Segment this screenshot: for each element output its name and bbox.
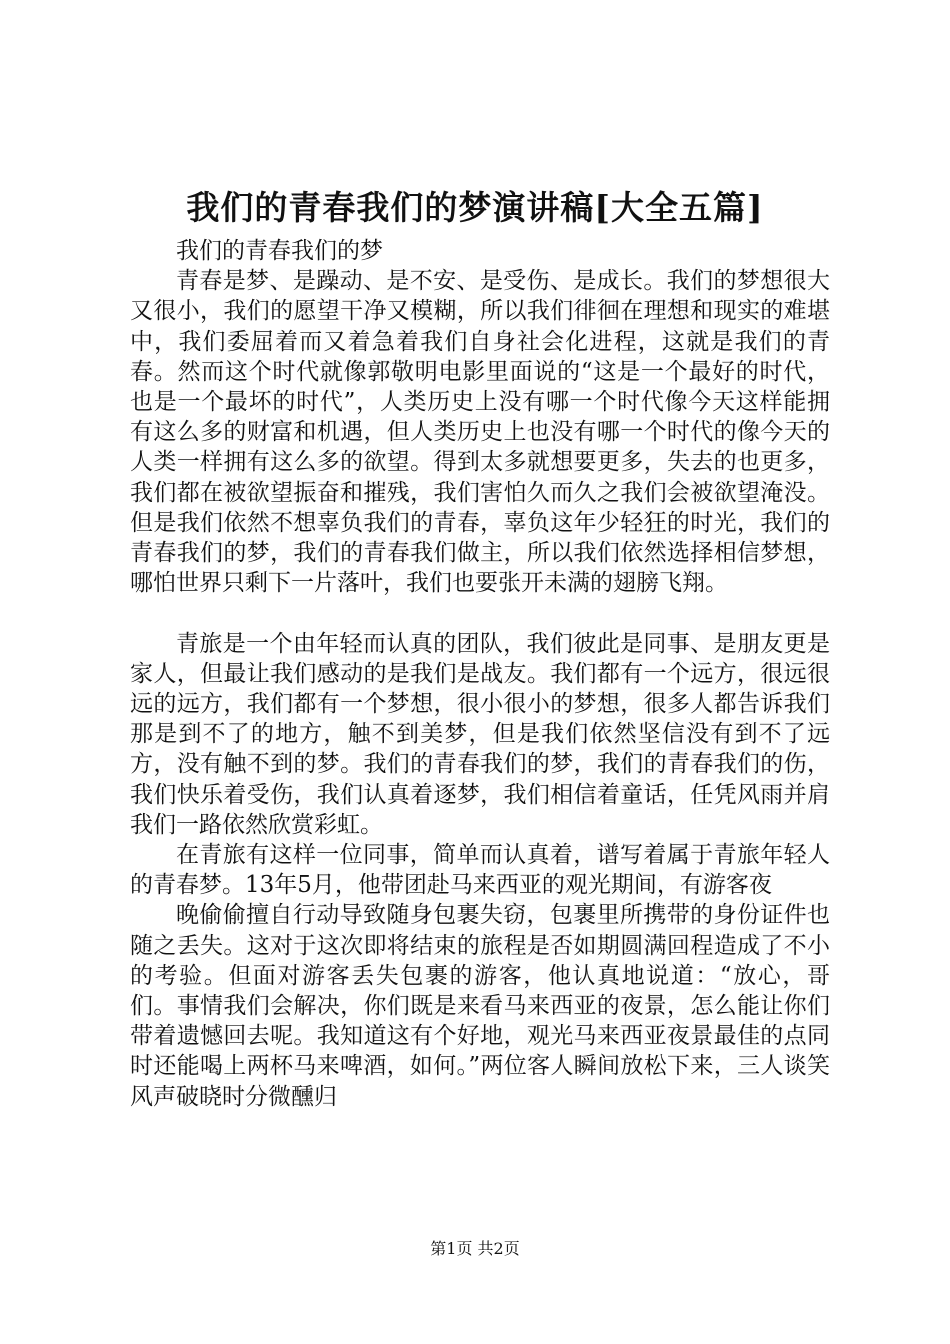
page-footer: 第1页 共2页 <box>430 1239 520 1258</box>
paragraph: 青旅是一个由年轻而认真的团队，我们彼此是同事、是朋友更是家人，但最让我们感动的是我们是战友。我们都有一个远方，很远很远的远方，我们都有一个梦想，很小很小的梦想，很多人都告诉我们那是到不了的地方，触不到美梦，但是我们依然坚信没有到不了远方，没有触不到的梦。我们的青春我们的梦，我们的青春我们的伤，我们快乐着受伤，我们认真着逐梦，我们相信着童话，任凭风雨并肩我们一路依然欣赏彩虹。 <box>130 630 830 838</box>
paragraph: 青春是梦、是躁动、是不安、是受伤、是成长。我们的梦想很大又很小，我们的愿望干净又模糊，所以我们徘徊在理想和现实的难堪中，我们委屈着而又着急着我们自身社会化进程，这就是我们的青春。然而这个时代就像郭敬明电影里面说的“这是一个最好的时代，也是一个最坏的时代”，人类历史上没有哪一个时代像今天这样能拥有这么多的财富和机遇，但人类历史上也没有哪一个时代的像今天的人类一样拥有这么多的欲望。得到太多就想要更多，失去的也更多，我们都在被欲望振奋和摧残，我们害怕久而久之我们会被欲望淹没。但是我们依然不想辜负我们的青春，辜负这年少轻狂的时光，我们的青春我们的梦，我们的青春我们做主，所以我们依然选择相信梦想，哪怕世界只剩下一片落叶，我们也要张开未满的翅膀飞翔。 <box>130 268 830 597</box>
paragraph: 在青旅有这样一位同事，简单而认真着，谱写着属于青旅年轻人的青春梦。13年5月，他带团赴马来西亚的观光期间，有游客夜 <box>130 842 830 899</box>
paragraph-spacer <box>130 598 830 628</box>
document-title: 我们的青春我们的梦演讲稿[大全五篇] <box>186 188 764 227</box>
document-subtitle: 我们的青春我们的梦 <box>176 238 383 264</box>
document-body <box>130 236 830 1112</box>
paragraph: 晚偷偷擅自行动导致随身包裹失窃，包裹里所携带的身份证件也随之丢失。这对于这次即将结束的旅程是否如期圆满回程造成了不小的考验。但面对游客丢失包裹的游客，他认真地说道：“放心，哥们。事情我们会解决，你们既是来看马来西亚的夜景，怎么能让你们带着遗憾回去呢。我知道这有个好地，观光马来西亚夜景最佳的点同时还能喝上两杯马来啤酒，如何。”两位客人瞬间放松下来，三人谈笑风声破晓时分微醺归 <box>130 902 830 1110</box>
